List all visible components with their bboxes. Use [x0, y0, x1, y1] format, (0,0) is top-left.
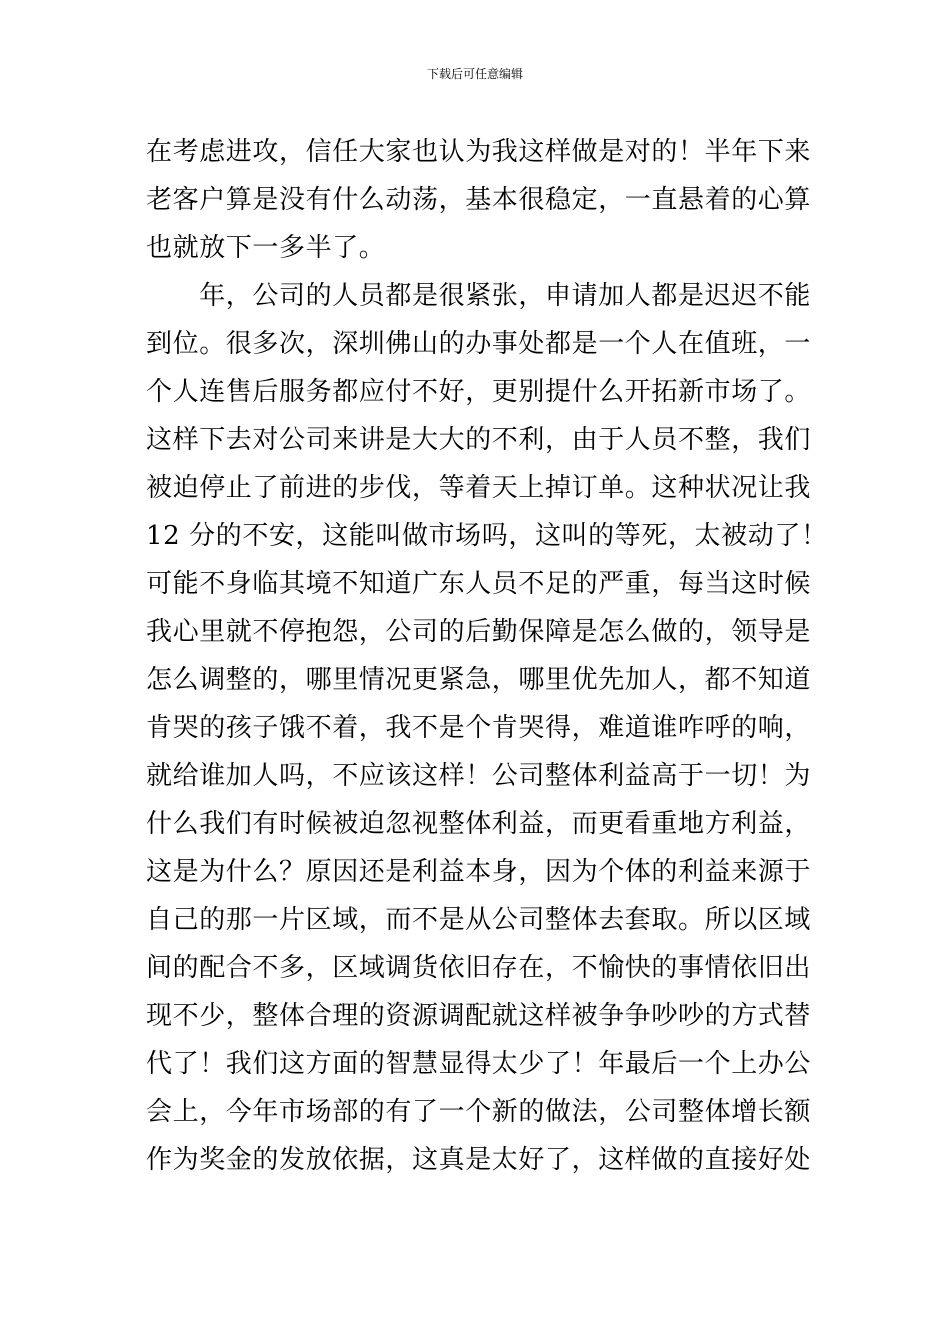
text-line: 怎么调整的，哪里情况更紧急，哪里优先加人，都不知道	[146, 665, 812, 695]
text-line: 间的配合不多，区域调货依旧存在，不愉快的事情依旧出	[146, 953, 812, 983]
text-line: 这是为什么？原因还是利益本身，因为个体的利益来源于	[146, 857, 812, 887]
text-line: 代了！我们这方面的智慧显得太少了！年最后一个上办公	[146, 1049, 812, 1079]
paragraph-2	[146, 272, 828, 1280]
text-line: 年，公司的人员都是很紧张，申请加人都是迟迟不能	[146, 281, 812, 311]
text-line: 作为奖金的发放依据，这真是太好了，这样做的直接好处	[146, 1145, 812, 1175]
text-line: 我心里就不停抱怨，公司的后勤保障是怎么做的，领导是	[146, 617, 812, 647]
page-header: 下载后可任意编辑	[426, 67, 523, 81]
text-line: 什么我们有时候被迫忽视整体利益，而更看重地方利益，	[146, 809, 812, 839]
text-line: 这样下去对公司来讲是大大的不利，由于人员不整，我们	[146, 425, 812, 455]
text-line	[146, 1184, 806, 1232]
text-line: 会上，今年市场部的有了一个新的做法，公司整体增长额	[146, 1097, 812, 1127]
text-line: 现不少，整体合理的资源调配就这样被争争吵吵的方式替	[146, 1001, 812, 1031]
text-line	[146, 1232, 806, 1280]
text-line: 在考虑进攻，信任大家也认为我这样做是对的！半年下来	[146, 137, 812, 167]
text-line: 到位。很多次，深圳佛山的办事处都是一个人在值班，一	[146, 329, 812, 359]
text-line: 也就放下一多半了。	[146, 233, 386, 263]
text-line: 老客户算是没有什么动荡，基本很稳定，一直悬着的心算	[146, 185, 812, 215]
text-line: 被迫停止了前进的步伐，等着天上掉订单。这种状况让我	[146, 473, 812, 503]
body-text	[146, 128, 828, 1280]
text-line: 自己的那一片区域，而不是从公司整体去套取。所以区域	[146, 905, 812, 935]
text-line: 就给谁加人吗，不应该这样！公司整体利益高于一切！为	[146, 761, 812, 791]
text-line: 可能不身临其境不知道广东人员不足的严重，每当这时候	[146, 569, 812, 599]
text-line: 12 分的不安，这能叫做市场吗，这叫的等死，太被动了！	[146, 521, 828, 551]
text-line: 个人连售后服务都应付不好，更别提什么开拓新市场了。	[146, 377, 812, 407]
paragraph-1	[146, 128, 812, 272]
text-line: 肯哭的孩子饿不着，我不是个肯哭得，难道谁咋呼的响，	[146, 713, 812, 743]
